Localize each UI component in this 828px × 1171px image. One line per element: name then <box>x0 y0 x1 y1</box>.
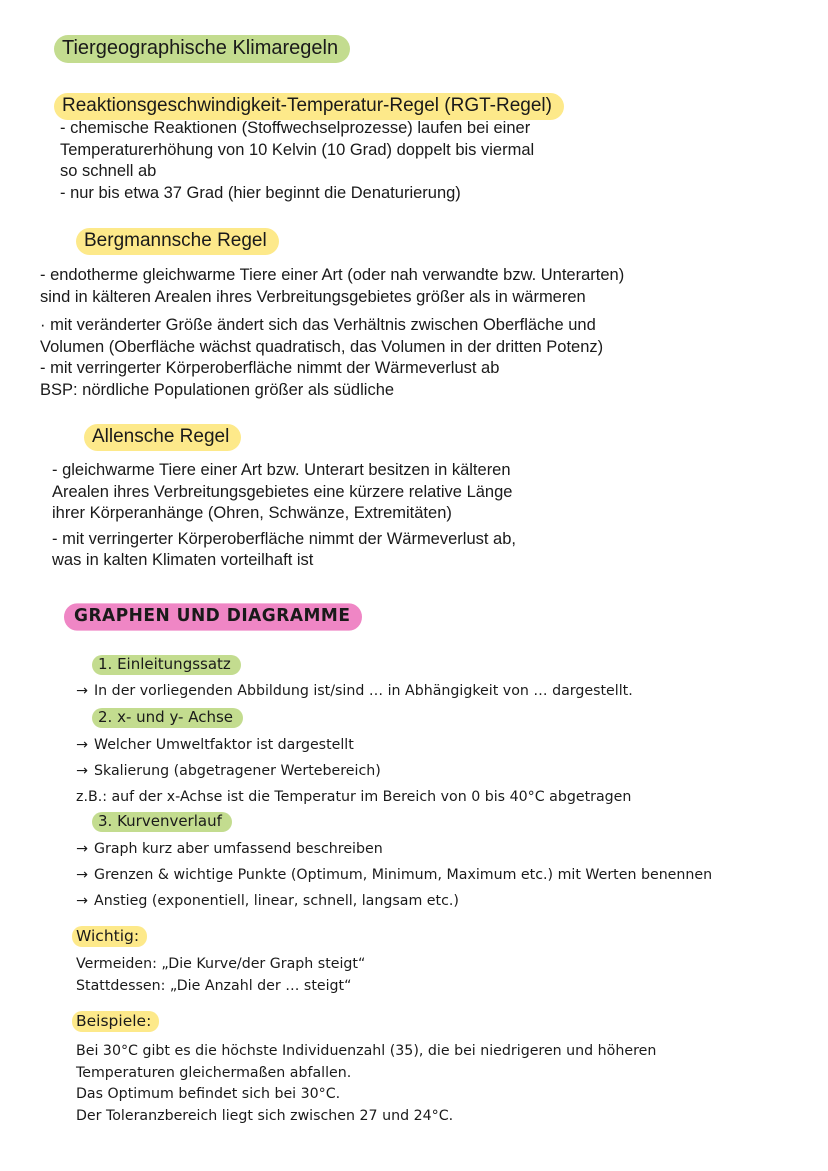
step3-item-text: Grenzen & wichtige Punkte (Optimum, Minimum, Maximum etc.) mit Werten benennen <box>94 867 713 883</box>
rgt-heading-wrap <box>54 93 564 120</box>
allen-line: ihrer Körperanhänge (Ohren, Schwänze, Extremitäten) <box>52 504 452 522</box>
allen-line: Arealen ihres Verbreitungsgebietes eine kürzere relative Länge <box>52 482 513 501</box>
important-label-wrap <box>72 926 147 947</box>
allen-body <box>52 460 752 572</box>
page-title-wrap <box>54 35 350 63</box>
examples-line: Das Optimum befindet sich bei 30°C. <box>76 1086 341 1102</box>
graphs-heading: GRAPHEN UND DIAGRAMME <box>64 603 362 630</box>
step2-item-text: Welcher Umweltfaktor ist dargestellt <box>94 737 354 753</box>
bergmann-line: - mit verringerter Körperoberfläche nimmt der Wärmeverlust ab <box>40 359 500 377</box>
examples-label: Beispiele: <box>72 1011 159 1032</box>
allen-line: - mit verringerter Körperoberfläche nimmt der Wärmeverlust ab, <box>52 529 516 548</box>
allen-heading: Allensche Regel <box>84 424 241 451</box>
bergmann-line: Volumen (Oberfläche wächst quadratisch, das Volumen in der dritten Potenz) <box>40 337 604 356</box>
step2-list <box>76 732 631 810</box>
important-line: Vermeiden: „Die Kurve/der Graph steigt“ <box>76 956 366 972</box>
arrow-right-icon: → <box>76 867 88 883</box>
step2-label-wrap <box>92 708 243 728</box>
rgt-line: - nur bis etwa 37 Grad (hier beginnt die Denaturierung) <box>60 183 461 202</box>
allen-line: - gleichwarme Tiere einer Art bzw. Unterart besitzen in kälteren <box>52 461 511 479</box>
arrow-right-icon: → <box>76 737 88 753</box>
step3-item <box>76 888 712 914</box>
rgt-line: so schnell ab <box>60 162 157 180</box>
step3-item-text: Anstieg (exponentiell, linear, schnell, langsam etc.) <box>94 893 459 909</box>
step3-label-wrap <box>92 812 232 832</box>
step1-label-wrap <box>92 655 241 675</box>
allen-heading-wrap <box>84 424 241 451</box>
step2-item <box>76 732 631 758</box>
important-body <box>76 954 365 997</box>
page-title: Tiergeographische Klimaregeln <box>54 35 350 63</box>
examples-line: Der Toleranzbereich liegt sich zwischen 27 und 24°C. <box>76 1107 454 1124</box>
arrow-right-icon: → <box>76 893 88 909</box>
step2-label: 2. x- und y- Achse <box>92 708 243 728</box>
step3-item <box>76 862 712 888</box>
bergmann-line: BSP: nördliche Populationen größer als südliche <box>40 380 395 399</box>
examples-label-wrap <box>72 1011 159 1032</box>
arrow-right-icon: → <box>76 763 88 779</box>
step2-item <box>76 758 631 784</box>
examples-body <box>76 1041 656 1127</box>
bergmann-line: · mit veränderter Größe ändert sich das Verhältnis zwischen Oberfläche und <box>40 316 596 334</box>
bergmann-line: sind in kälteren Arealen ihres Verbreitungsgebietes größer als in wärmeren <box>40 287 586 306</box>
rgt-line: - chemische Reaktionen (Stoffwechselprozesse) laufen bei einer <box>60 119 531 137</box>
examples-line: Temperaturen gleichermaßen abfallen. <box>76 1064 352 1081</box>
step3-item <box>76 836 712 862</box>
step1-label: 1. Einleitungssatz <box>92 655 241 675</box>
bergmann-body <box>40 265 810 401</box>
arrow-right-icon: → <box>76 841 88 857</box>
step3-item-text: Graph kurz aber umfassend beschreiben <box>94 841 383 857</box>
rgt-heading: Reaktionsgeschwindigkeit-Temperatur-Regel (RGT-Regel) <box>54 93 564 120</box>
arrow-right-icon: → <box>76 683 88 699</box>
bergmann-line: - endotherme gleichwarme Tiere einer Art (oder nah verwandte bzw. Unterarten) <box>40 266 625 284</box>
bergmann-heading-wrap <box>76 228 279 255</box>
allen-line: was in kalten Klimaten vorteilhaft ist <box>52 551 314 569</box>
important-label: Wichtig: <box>72 926 147 947</box>
step1-item-text: In der vorliegenden Abbildung ist/sind … in Abhängigkeit von … dargestellt. <box>94 683 633 699</box>
rgt-body <box>60 118 760 204</box>
step2-example: z.B.: auf der x-Achse ist die Temperatur im Bereich von 0 bis 40°C abgetragen <box>76 789 632 805</box>
important-line: Stattdessen: „Die Anzahl der … steigt“ <box>76 977 352 994</box>
bergmann-heading: Bergmannsche Regel <box>76 228 279 255</box>
graphs-heading-wrap <box>64 604 362 630</box>
rgt-line: Temperaturerhöhung von 10 Kelvin (10 Grad) doppelt bis viermal <box>60 140 535 159</box>
step3-list <box>76 836 712 914</box>
step1-item <box>76 678 633 704</box>
examples-line: Bei 30°C gibt es die höchste Individuenzahl (35), die bei niedrigeren und höheren <box>76 1043 657 1059</box>
step3-label: 3. Kurvenverlauf <box>92 812 232 832</box>
step2-item-text: Skalierung (abgetragener Wertebereich) <box>94 763 381 779</box>
